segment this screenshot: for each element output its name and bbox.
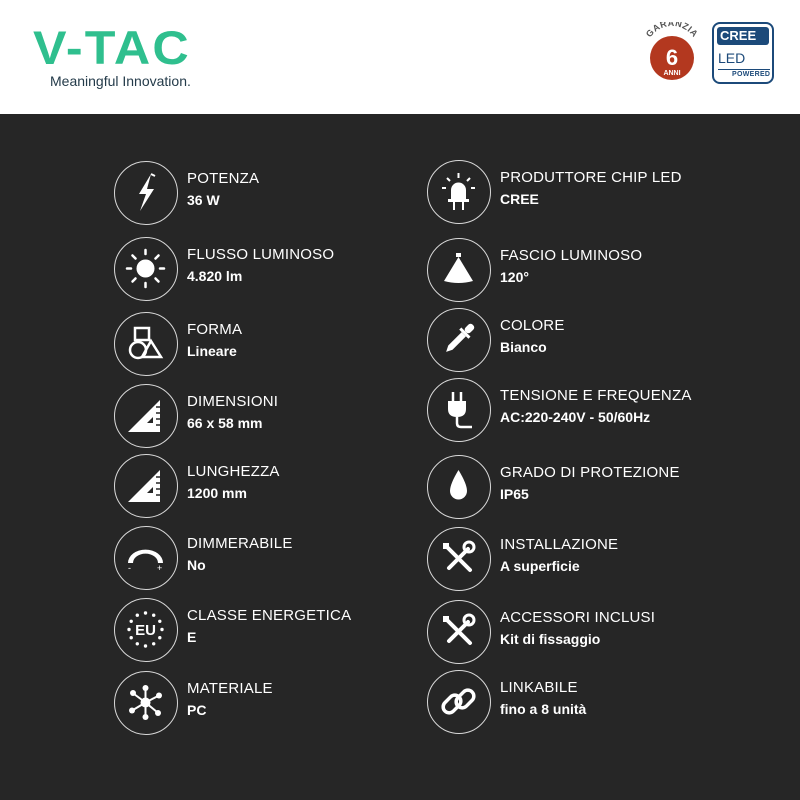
brand-name: V-TAC <box>33 21 191 74</box>
sun-icon <box>114 237 178 301</box>
warranty-top-text: GARANZIA <box>643 22 701 40</box>
tools-icon <box>427 527 491 591</box>
chain-link-icon <box>427 670 491 734</box>
svg-text:+: + <box>157 563 163 573</box>
cree-powered-text: POWERED <box>732 71 771 78</box>
svg-text:-: - <box>128 563 131 573</box>
warranty-badge <box>640 22 704 86</box>
dimmer-icon <box>114 526 178 590</box>
cree-led-badge <box>712 22 774 84</box>
brand-logo <box>33 21 191 74</box>
molecule-icon <box>114 671 178 735</box>
plug-icon <box>427 378 491 442</box>
set-square-icon <box>114 384 178 448</box>
set-square-icon <box>114 454 178 518</box>
cree-led-text: LED <box>718 50 746 66</box>
warranty-unit: ANNI <box>663 70 681 77</box>
header <box>0 0 800 114</box>
water-drop-icon <box>427 455 491 519</box>
cree-brand: CREE <box>717 27 769 45</box>
shapes-icon <box>114 312 178 376</box>
led-chip-icon <box>427 160 491 224</box>
eu-stars-icon <box>114 598 178 662</box>
svg-text:EU: EU <box>135 622 156 639</box>
tools-icon <box>427 600 491 664</box>
dropper-icon <box>427 308 491 372</box>
lightning-icon <box>114 161 178 225</box>
warranty-years: 6 <box>665 45 679 70</box>
brand-tagline: Meaningful Innovation. <box>50 73 191 89</box>
beam-angle-icon <box>427 238 491 302</box>
